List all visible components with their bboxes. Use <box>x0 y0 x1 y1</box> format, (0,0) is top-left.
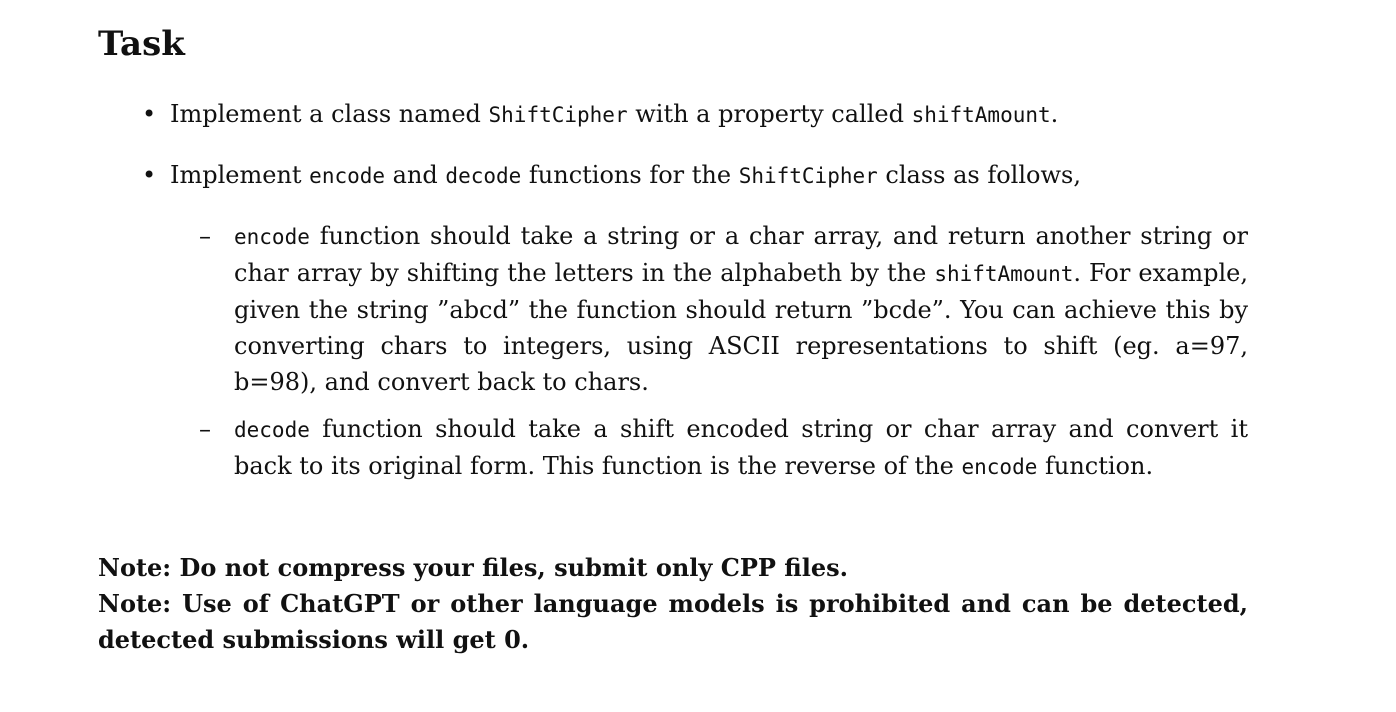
text-segment: with a property called <box>627 100 912 128</box>
notes-block <box>98 550 1248 658</box>
text-segment: functions for the <box>521 161 739 189</box>
bullet-icon: • <box>142 161 157 189</box>
code-shift-amount: shiftAmount <box>934 262 1074 286</box>
text-segment: Implement a class named <box>170 100 489 128</box>
text-segment: function should take a shift encoded string or char array and convert it back to its original form. This function is the reverse of the <box>234 415 1248 480</box>
text-segment: . For example, given the string ”abcd” the function should return ”bcde”. You can achieve this by converting chars to integers, using ASCII representations to shift (eg. a=97, b=98), and convert back to chars. <box>234 259 1248 396</box>
code-class-name: ShiftCipher <box>488 103 628 127</box>
task-item-functions <box>98 157 1248 485</box>
code-decode: decode <box>234 418 310 442</box>
code-encode: encode <box>961 455 1038 479</box>
text-segment: . <box>1050 100 1059 128</box>
note-chatgpt: Note: Use of ChatGPT or other language models is prohibited and can be detected, detected submissions will get 0. <box>98 589 1248 654</box>
text-segment: function. <box>1037 452 1154 480</box>
code-decode: decode <box>445 164 522 188</box>
code-encode: encode <box>234 225 310 249</box>
dash-icon: – <box>199 222 211 250</box>
code-property-name: shiftAmount <box>911 103 1051 127</box>
note-compression: Note: Do not compress your files, submit only CPP files. <box>98 553 848 582</box>
document-page <box>98 22 1248 658</box>
text-segment: class as follows, <box>877 161 1081 189</box>
task-heading: Task <box>98 24 185 64</box>
subitem-encode <box>170 218 1248 400</box>
task-list <box>98 96 1248 485</box>
code-encode: encode <box>309 164 386 188</box>
bullet-icon: • <box>142 100 157 128</box>
task-item-class <box>98 96 1248 133</box>
text-segment: and <box>385 161 446 189</box>
subitem-decode <box>170 411 1248 485</box>
dash-icon: – <box>199 415 211 443</box>
function-sublist <box>170 218 1248 485</box>
text-segment: function should take a string or a char array, and return another string or char array by shifting the letters in the alphabeth by the <box>234 222 1248 287</box>
text-segment: Implement <box>170 161 310 189</box>
code-class-name: ShiftCipher <box>738 164 878 188</box>
